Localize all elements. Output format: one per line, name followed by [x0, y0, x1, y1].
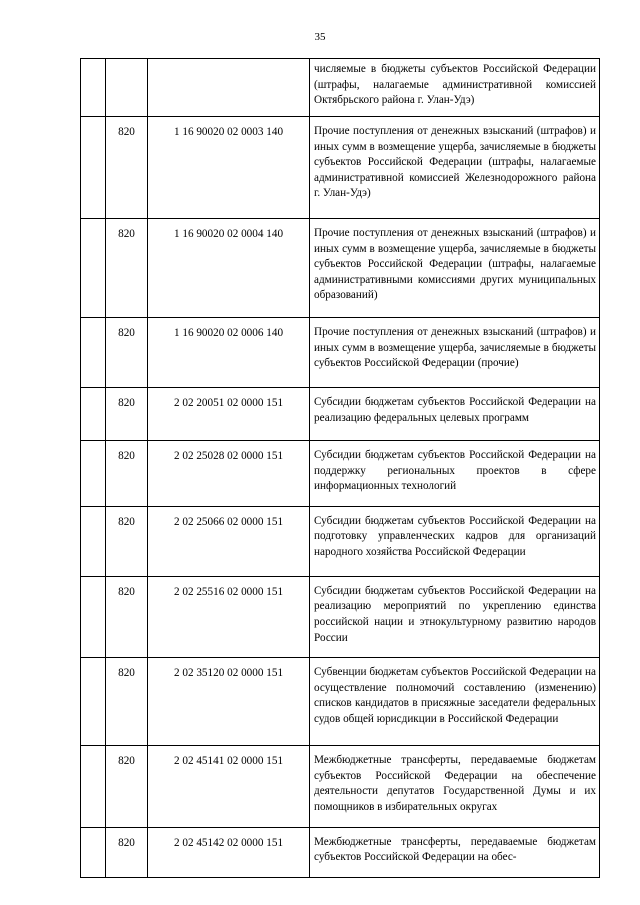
income-description-cell: Субсидии бюджетам субъектов Российской Федерации на подготовку управленческих кадров для организаций народного хозяйства Российской Федерации — [310, 506, 600, 576]
table-row — [81, 658, 600, 746]
blank-cell — [81, 388, 106, 441]
blank-cell — [81, 506, 106, 576]
table-row — [81, 117, 600, 219]
table-row — [81, 219, 600, 318]
table-row — [81, 506, 600, 576]
income-description-cell: Прочие поступления от денежных взысканий (штрафов) и иных сумм в возмещение ущерба, зачисляемые в бюджеты субъектов Российской Федерации (штрафы, налагаемые административной комиссией Железнодорожного района г. Улан-Удэ) — [310, 117, 600, 219]
income-description-cell: числяемые в бюджеты субъектов Российской Федерации (штрафы, налагаемые административной комиссией Октябрьского района г. Улан-Удэ) — [310, 59, 600, 117]
budget-classification-code-cell: 2 02 45142 02 0000 151 — [148, 827, 310, 877]
table-row — [81, 59, 600, 117]
administrator-code-cell: 820 — [106, 441, 148, 507]
page-number: 35 — [314, 31, 326, 43]
income-description-cell: Межбюджетные трансферты, передаваемые бюджетам субъектов Российской Федерации на обеспечение деятельности депутатов Государственной Думы и их помощников в избирательных округах — [310, 746, 600, 827]
administrator-code-cell: 820 — [106, 117, 148, 219]
budget-classification-code-cell: 1 16 90020 02 0004 140 — [148, 219, 310, 318]
blank-cell — [81, 658, 106, 746]
administrator-code-cell — [106, 59, 148, 117]
budget-classification-code-cell: 2 02 25516 02 0000 151 — [148, 576, 310, 657]
administrator-code-cell: 820 — [106, 746, 148, 827]
table-row — [81, 441, 600, 507]
blank-cell — [81, 318, 106, 388]
administrator-code-cell: 820 — [106, 388, 148, 441]
income-description-cell: Прочие поступления от денежных взысканий (штрафов) и иных сумм в возмещение ущерба, зачисляемые в бюджеты субъектов Российской Федерации (штрафы, налагаемые административными комиссиями других муниципальных образований) — [310, 219, 600, 318]
administrator-code-cell: 820 — [106, 318, 148, 388]
table-row — [81, 318, 600, 388]
income-description-cell: Субсидии бюджетам субъектов Российской Федерации на поддержку региональных проектов в сфере информационных технологий — [310, 441, 600, 507]
administrator-code-cell: 820 — [106, 576, 148, 657]
administrator-code-cell: 820 — [106, 827, 148, 877]
table-row — [81, 388, 600, 441]
income-description-cell: Субсидии бюджетам субъектов Российской Федерации на реализацию мероприятий по укреплению единства российской нации и этнокультурному развитию народов России — [310, 576, 600, 657]
income-description-cell: Субвенции бюджетам субъектов Российской Федерации на осуществление полномочий составлению (изменению) списков кандидатов в присяжные заседатели федеральных судов общей юрисдикции в Российской Федерации — [310, 658, 600, 746]
budget-classification-code-cell: 1 16 90020 02 0003 140 — [148, 117, 310, 219]
income-description-cell: Прочие поступления от денежных взысканий (штрафов) и иных сумм в возмещение ущерба, зачисляемые в бюджеты субъектов Российской Федерации (прочие) — [310, 318, 600, 388]
blank-cell — [81, 441, 106, 507]
budget-classification-code-cell — [148, 59, 310, 117]
administrator-code-cell: 820 — [106, 219, 148, 318]
budget-classification-code-cell: 2 02 20051 02 0000 151 — [148, 388, 310, 441]
blank-cell — [81, 219, 106, 318]
blank-cell — [81, 746, 106, 827]
income-description-cell: Межбюджетные трансферты, передаваемые бюджетам субъектов Российской Федерации на обес- — [310, 827, 600, 877]
table-row — [81, 576, 600, 657]
budget-classification-code-cell: 1 16 90020 02 0006 140 — [148, 318, 310, 388]
blank-cell — [81, 576, 106, 657]
blank-cell — [81, 117, 106, 219]
table-row — [81, 746, 600, 827]
budget-classification-code-cell: 2 02 45141 02 0000 151 — [148, 746, 310, 827]
table-row — [81, 827, 600, 877]
budget-classification-code-cell: 2 02 35120 02 0000 151 — [148, 658, 310, 746]
budget-classification-code-cell: 2 02 25028 02 0000 151 — [148, 441, 310, 507]
administrator-code-cell: 820 — [106, 658, 148, 746]
blank-cell — [81, 59, 106, 117]
blank-cell — [81, 827, 106, 877]
administrator-code-cell: 820 — [106, 506, 148, 576]
budget-revenue-table — [80, 58, 600, 878]
income-description-cell: Субсидии бюджетам субъектов Российской Федерации на реализацию федеральных целевых программ — [310, 388, 600, 441]
budget-classification-code-cell: 2 02 25066 02 0000 151 — [148, 506, 310, 576]
